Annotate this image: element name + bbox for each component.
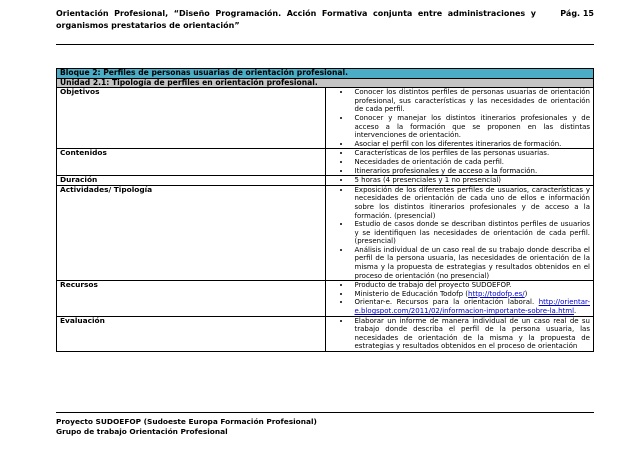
block-row (57, 69, 594, 79)
unit-row (57, 78, 594, 88)
list-item: • 5 horas (4 presenciales y 1 no presencial) (351, 176, 591, 185)
list-item: • Exposición de los diferentes perfiles de usuarios, características y necesidades de orientación de cada uno de ellos e información sobre los distintos itinerarios profesionales y de acceso a la formación. (presencial) (351, 186, 591, 220)
orientar-e-link[interactable]: http://orientar-e.blogspot.com/2011/02/informacion-importante-sobre-la.html (354, 298, 590, 316)
recurso-text: Orientar-e. Recursos para la orientación laboral. (354, 298, 539, 307)
block-title: Bloque 2: Perfiles de personas usuarias de orientación profesional. (57, 69, 594, 79)
list-item: • Necesidades de orientación de cada perfil. (351, 158, 591, 167)
list-item: • Estudio de casos donde se describan distintos perfiles de usuarios y se identifiquen las necesidades de orientación de cada perfil. (presencial) (351, 220, 591, 246)
footer-project: Proyecto SUDOEFOP (Sudoeste Europa Formación Profesional) (56, 417, 317, 426)
contenidos-content (325, 149, 594, 176)
header-title: Orientación Profesional, “Diseño Programación. Acción Formativa conjunta entre administraciones y organismos prestatarios de orientación” (56, 9, 536, 30)
unit-title: Unidad 2.1: Tipología de perfiles en orientación profesional. (57, 78, 594, 88)
todofp-link[interactable]: http://todofp.es/ (468, 289, 525, 298)
footer-divider (56, 412, 594, 413)
list-item: • Producto de trabajo del proyecto SUDOEFOP. (351, 281, 591, 290)
list-item: • Asociar el perfil con los diferentes itinerarios de formación. (351, 140, 591, 149)
duracion-content (325, 176, 594, 186)
header-divider (56, 44, 594, 45)
duracion-row (57, 176, 594, 186)
recurso-text: Ministerio de Educación Todofp ( (354, 289, 469, 298)
list-item: • Características de los perfiles de las personas usuarias. (351, 149, 591, 158)
list-item: • Conocer y manejar los distintos itinerarios profesionales y de acceso a la formación que se proponen en las distintas intervenciones de orientación. (351, 114, 591, 140)
page-header (56, 8, 594, 32)
contenidos-label: Contenidos (57, 149, 326, 176)
list-item: • Itinerarios profesionales y de acceso a la formación. (351, 167, 591, 176)
duracion-label: Duración (57, 176, 326, 186)
objetivos-content (325, 88, 594, 149)
actividades-content (325, 185, 594, 281)
recursos-content (325, 281, 594, 316)
list-item: • Análisis individual de un caso real de su trabajo donde describa el perfil de la persona usuaria, las necesidades de orientación de la misma y la propuesta de estrategias y resultados obtenidos en el proceso de orientación (no presencial) (351, 246, 591, 280)
recursos-row (57, 281, 594, 316)
recurso-text: . (574, 307, 577, 316)
list-item (351, 290, 591, 299)
page-number: Pág. 15 (560, 9, 594, 18)
course-table (56, 68, 594, 352)
actividades-row (57, 185, 594, 281)
recursos-label: Recursos (57, 281, 326, 316)
contenidos-row (57, 149, 594, 176)
list-item: • Conocer los distintos perfiles de personas usuarias de orientación profesional, sus características y las necesidades de orientación de cada perfil. (351, 88, 591, 114)
recurso-text: ) (524, 289, 528, 298)
objetivos-label: Objetivos (57, 88, 326, 149)
page-footer (56, 417, 317, 437)
evaluacion-row (57, 316, 594, 351)
evaluacion-content (325, 316, 594, 351)
evaluacion-label: Evaluación (57, 316, 326, 351)
list-item: • Elaborar un informe de manera individual de un caso real de su trabajo donde describa el perfil de la persona usuaria, las necesidades de orientación de la misma y la propuesta de estrategias y resultados obtenidos en el proceso de orientación (351, 317, 591, 351)
actividades-label: Actividades/ Tipología (57, 185, 326, 281)
objetivos-row (57, 88, 594, 149)
footer-group: Grupo de trabajo Orientación Profesional (56, 427, 228, 436)
list-item (351, 298, 591, 315)
